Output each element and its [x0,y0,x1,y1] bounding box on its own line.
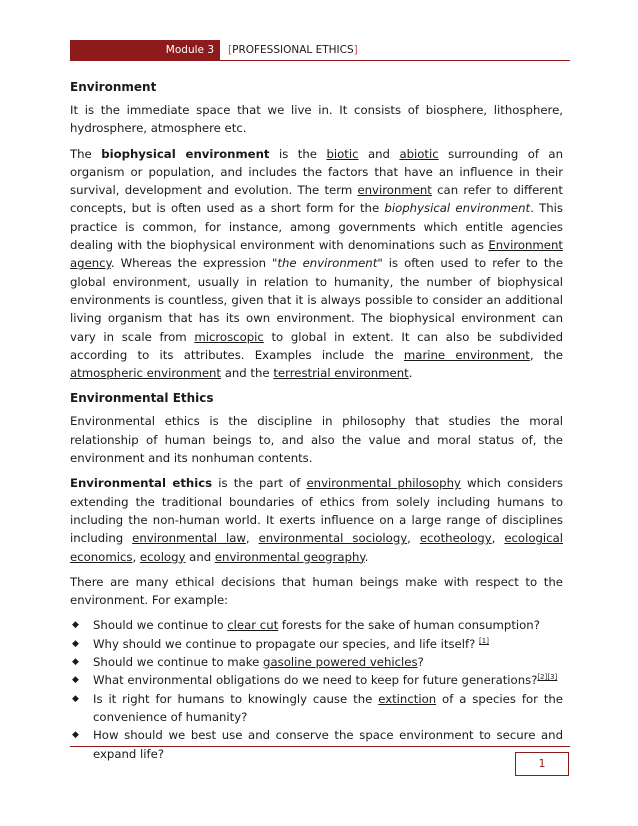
footer-rule [70,746,570,747]
link-environmental-geography[interactable]: environmental geography [214,549,365,564]
paragraph-ethics-definition: Environmental ethics is the discipline in philosophy that studies the moral relationship of human beings to, and also the value and moral status of, the environment and its nonhuman contents. [70,414,563,466]
link-gasoline-powered-vehicles[interactable]: gasoline powered vehicles [263,655,418,670]
paragraph-environment-definition: It is the immediate space that we live in. It consists of biosphere, lithosphere, hydrosphere, atmosphere etc. [70,103,563,136]
header-title: [PROFESSIONAL ETHICS] [228,44,358,56]
bullet-icon: ◆ [72,675,79,686]
link-biotic[interactable]: biotic [326,146,359,161]
ethical-questions-list [70,616,563,762]
reference-link[interactable]: [1] [479,636,489,645]
link-terrestrial-environment[interactable]: terrestrial environment [273,366,409,381]
section-heading-environmental-ethics: Environmental Ethics [70,391,214,406]
link-environment[interactable]: environment [357,183,432,198]
header-rule [70,60,570,61]
bullet-icon: ◆ [72,620,79,631]
paragraph-biophysical-environment: The biophysical environment is the biotic and abiotic surrounding of an organism or population, and includes the factors that have an influence in their survival, development and evolution. The term environment can refer to different concepts, but is often used as a short form for the biophysical environment. This practice is common, for instance, among governments which entitle agencies dealing with the biophysical environment with denominations such as Environment agency. Whereas the expression "the environment" is often used to refer to the global environment, usually in relation to humanity, the number of biophysical environments is countless, given that it is always possible to consider an additional living organism that has its own environment. The biophysical environment can vary in scale from microscopic to global in extent. It can also be subdivided according to its attributes. Examples include the marine environment, the atmospheric environment and the terrestrial environment. [70,146,564,381]
list-item: ◆ How should we best use and conserve the space environment to secure and expand life? [72,728,563,761]
bullet-icon: ◆ [72,693,79,704]
document-body [70,78,563,763]
page-header [70,40,570,60]
bullet-icon: ◆ [72,638,79,649]
header-title-text: PROFESSIONAL ETHICS [232,44,354,56]
link-abiotic[interactable]: abiotic [399,146,439,161]
reference-link[interactable]: [2][3] [537,673,558,682]
section-heading-environment: Environment [70,80,157,94]
bullet-icon: ◆ [72,657,79,668]
bullet-icon: ◆ [72,730,79,741]
link-environmental-law[interactable]: environmental law [132,531,246,546]
paragraph-ethics-scope: Environmental ethics is the part of environmental philosophy which considers extending the traditional boundaries of ethics from solely including humans to including the non-human world. It exerts influence on a large range of disciplines including environmental law, environmental sociology, ecotheology, ecological economics, ecology and environmental geography. [70,476,564,564]
paragraph-ethical-decisions-intro: There are many ethical decisions that human beings make with respect to the environment. For example: [70,574,563,608]
link-ecological-economics[interactable]: ecological economics [70,531,563,564]
link-extinction[interactable]: extinction [378,691,437,706]
link-ecology[interactable]: ecology [139,549,186,564]
page-number: 1 [515,752,569,776]
link-ecotheology[interactable]: ecotheology [419,531,492,546]
link-marine-environment[interactable]: marine environment [403,347,530,362]
link-environmental-philosophy[interactable]: environmental philosophy [306,476,461,491]
list-item: ◆ What environmental obligations do we need to keep for future generations?[2][3] [70,671,563,689]
link-environment-agency[interactable]: Environment agency [70,238,563,271]
link-microscopic[interactable]: microscopic [194,329,264,344]
link-clear-cut[interactable]: clear cut [227,618,279,633]
list-item: ◆ Is it right for humans to knowingly cause the extinction of a species for the convenience of humanity? [72,691,563,724]
list-item: ◆ Why should we continue to propagate our species, and life itself? [1] [70,635,563,653]
module-label: Module 3 [70,40,220,60]
list-item: ◆ Should we continue to clear cut forests for the sake of human consumption? [70,616,563,634]
link-environmental-sociology[interactable]: environmental sociology [258,531,408,546]
list-item: ◆ Should we continue to make gasoline powered vehicles? [70,653,563,671]
link-atmospheric-environment[interactable]: atmospheric environment [70,366,222,381]
